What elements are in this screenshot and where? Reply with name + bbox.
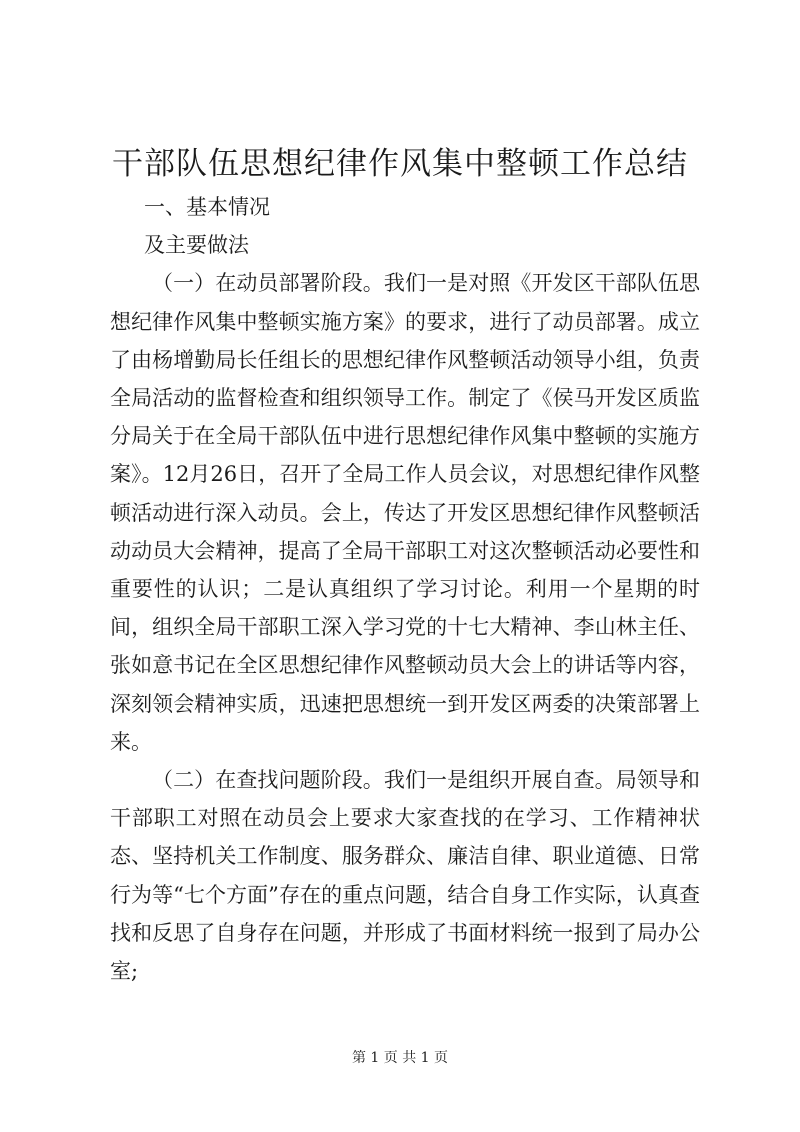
document-body — [110, 188, 700, 990]
section-heading: 一、基本情况 — [144, 195, 270, 219]
document-title: 干部队伍思想纪律作风集中整顿工作总结 — [112, 146, 688, 182]
paragraph-problem-finding: （二）在查找问题阶段。我们一是组织开展自查。局领导和干部职工对照在动员会上要求大家查找的在学习、工作精神状态、坚持机关工作制度、服务群众、廉洁自律、职业道德、日常行为等“七个方面”存在的重点问题，结合自身工作实际，认真查找和反思了自身存在问题，并形成了书面材料统一报到了局办公室; — [110, 768, 700, 984]
paragraph-mobilization: （一）在动员部署阶段。我们一是对照《开发区干部队伍思想纪律作风集中整顿实施方案》的要求，进行了动员部署。成立了由杨增勤局长任组长的思想纪律作风整顿活动领导小组，负责全局活动的监督检查和组织领导工作。制定了《侯马开发区质监分局关于在全局干部队伍中进行思想纪律作风集中整顿的实施方案》。12月26日，召开了全局工作人员会议，对思想纪律作风整顿活动进行深入动员。会上，传达了开发区思想纪律作风整顿活动动员大会精神，提高了全局干部职工对这次整顿活动必要性和重要性的认识；二是认真组织了学习讨论。利用一个星期的时间，组织全局干部职工深入学习党的十七大精神、李山林主任、张如意书记在全区思想纪律作风整顿动员大会上的讲话等内容，深刻领会精神实质，迅速把思想统一到开发区两委的决策部署上来。 — [110, 271, 700, 754]
section-heading-continued: 及主要做法 — [144, 233, 249, 258]
page-footer: 第 1 页 共 1 页 — [351, 1050, 449, 1066]
